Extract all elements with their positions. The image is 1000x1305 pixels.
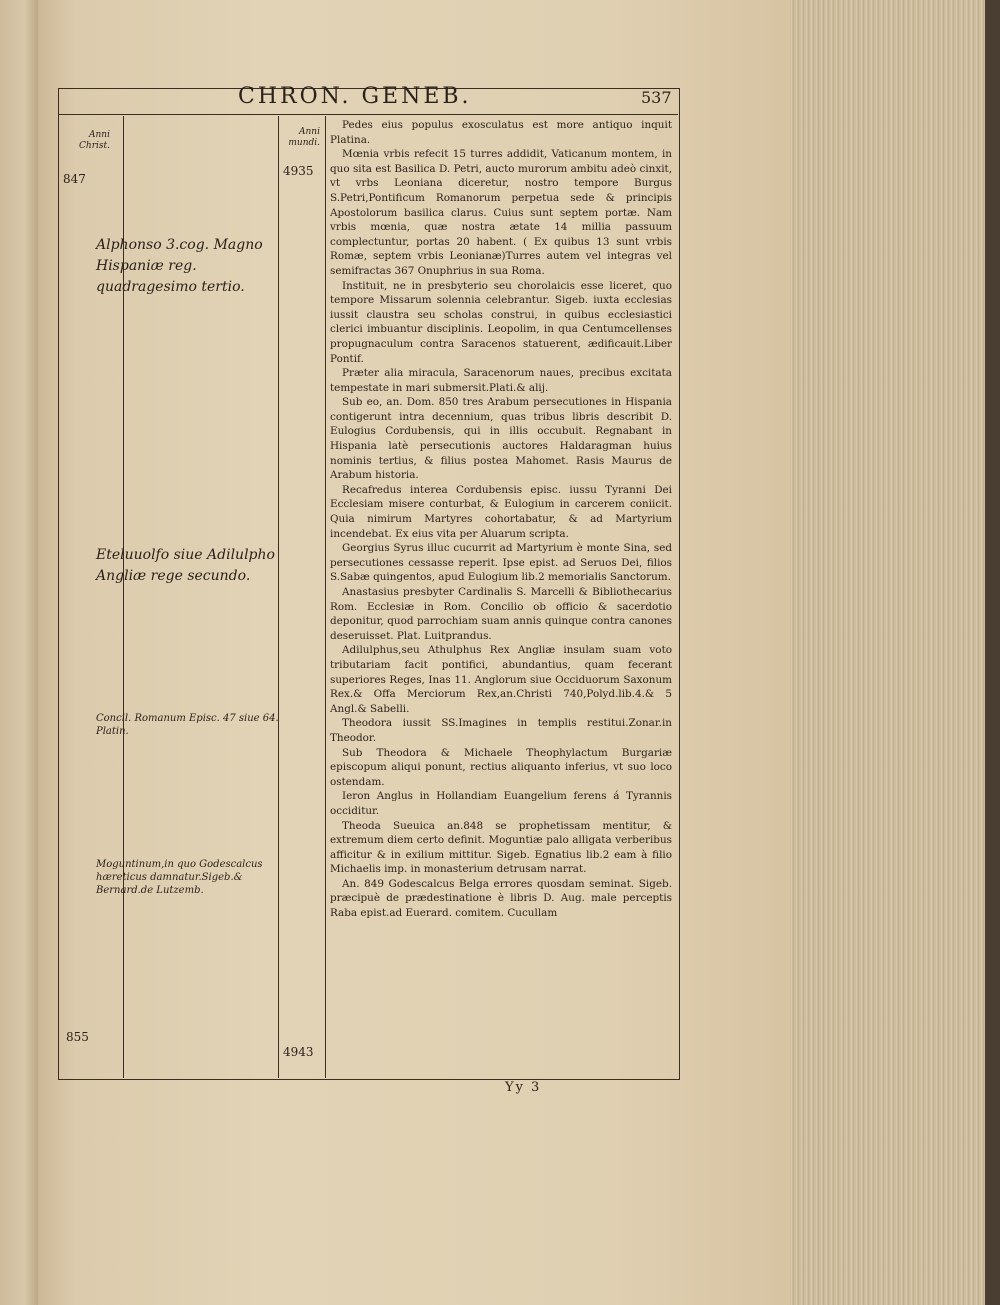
column-rule-right: [325, 116, 326, 1078]
margin-note-alphonso: Alphonso 3.cog. Magno Hispaniæ reg. quadragesimo tertio.: [96, 237, 263, 295]
paragraph: An. 849 Godescalcus Belga errores quosdam seminat. Sigeb. præcipuè de prædestinatione è libris D. Aug. male perceptis Raba epist.ad Euerard. comitem. Cucullam: [330, 877, 672, 920]
main-text-column: [330, 118, 672, 1062]
year-christi-start: 847: [63, 172, 86, 186]
book-cover-edge: [985, 0, 1000, 1305]
paragraph: Pedes eius populus exosculatus est more antiquo inquit Platina.: [330, 119, 672, 146]
paragraph: Recafredus interea Cordubensis episc. iussu Tyranni Dei Ecclesiam misere conturbat, & Eulogium in carcerem coniicit. Quia nimirum Martyres cohortabatur, & ad Martyrium incendebat. Ex eius vita per Aluarum scripta.: [330, 483, 672, 540]
paragraph: Sub eo, an. Dom. 850 tres Arabum persecutiones in Hispania contigerunt intra decennium, quas tribus libris describit D. Eulogius Cordubensis, qui in illis occubuit. Regnabant in Hispania latè persecutionis auctores Haldaragman huius nominis tertius, & filius postea Mahomet. Rasis Maurus de Arabum historia.: [330, 396, 672, 482]
year-mundi-start: 4935: [283, 164, 314, 178]
year-mundi-end: 4943: [283, 1045, 314, 1059]
running-head: [58, 84, 678, 115]
page-title: CHRON. GENEB.: [238, 84, 472, 109]
paragraph: Ieron Anglus in Hollandiam Euangelium ferens á Tyrannis occiditur.: [330, 790, 672, 817]
anni-mundi-header: Anni mundi.: [288, 127, 320, 148]
year-christi-end: 855: [66, 1030, 89, 1044]
signature-mark: Yy 3: [505, 1080, 542, 1095]
left-page-edge: [0, 0, 40, 1305]
paragraph: Georgius Syrus illuc cucurrit ad Martyrium è monte Sina, sed persecutiones cessasse reperit. Ipse epist. ad Seruos Dei, filios S.Sabæ quingentos, apud Eulogium lib.2 memorialis Sanctorum.: [330, 542, 672, 584]
paragraph: Anastasius presbyter Cardinalis S. Marcelli & Bibliothecarius Rom. Ecclesiæ in Rom. Concilio ob officio & sacerdotio deponitur, quod parrochiam suam annis quinque contra canones deseruisset. Plat. Luitprandus.: [330, 586, 672, 642]
paragraph: Mœnia vrbis refecit 15 turres addidit, Vaticanum montem, in quo sita est Basilica D. Petri, aucto murorum ambitu adeò cinxit, vt vrbs Leoniana diceretur, nostro tempore Burgus S.Petri,Pontificum Romanorum perpetua sede & principis Apostolorum basilica clarus. Cuius sunt septem portæ. Nam vrbis mœnia, quæ nostra ætate 14 millia passuum complectuntur, portas 20 habent. ( Ex quibus 13 sunt vrbis Romæ, septem vrbis Leonianæ)Turres autem vel integras vel semifractas 367 Onuphrius in sua Roma.: [330, 148, 672, 277]
anni-christi-header: Anni Christ.: [79, 130, 110, 151]
paragraph: Theodora iussit SS.Imagines in templis restitui.Zonar.in Theodor.: [330, 717, 672, 744]
paragraph: Præter alia miracula, Saracenorum naues, precibus excitata tempestate in mari submersit.Plati.& alij.: [330, 367, 672, 394]
paragraph: Theoda Sueuica an.848 se prophetissam mentitur, & extremum diem certo definit. Moguntiæ palo alligata verberibus afficitur & in exilium mittitur. Sigeb. Egnatius lib.2 eam à filio Michaelis imp. in monasterium detrusam narrat.: [330, 819, 672, 876]
page-fore-edge: [790, 0, 990, 1305]
paragraph: Sub Theodora & Michaele Theophylactum Burgariæ episcopum aliqui ponunt, rectius aliquanto inferius, vt suo loco ostendam.: [330, 746, 672, 788]
margin-note-concil: Concil. Romanum Episc. 47 siue 64. Platin.: [96, 713, 279, 737]
paragraph: Instituit, ne in presbyterio seu chorolaicis esse liceret, quo tempore Missarum solennia celebrantur. Sigeb. iuxta ecclesias iussit claustra seu scholas construi, in quibus ecclesiastici clerici imbuantur disciplinis. Leopolim, in qua Centumcellenses propugnaculum contra Saracenos statuerent, ædificauit.Liber Pontif.: [330, 279, 672, 365]
paragraph: Adilulphus,seu Athulphus Rex Angliæ insulam suam voto tributariam facit pontifici, abundantius, quam fecerant superiores Reges, Inas 11. Anglorum siue Occiduorum Saxonum Rex.& Offa Merciorum Rex,an.Christi 740,Polyd.lib.4.& 5 Angl.& Sabelli.: [330, 644, 672, 715]
page-number: 537: [641, 88, 672, 107]
margin-note-eteluuolfo: Eteluuolfo siue Adilulpho Angliæ rege secundo.: [96, 547, 275, 584]
margin-note-moguntinum: Moguntinum,in quo Godescalcus hæreticus damnatur.Sigeb.& Bernard.de Lutzemb.: [96, 859, 263, 896]
